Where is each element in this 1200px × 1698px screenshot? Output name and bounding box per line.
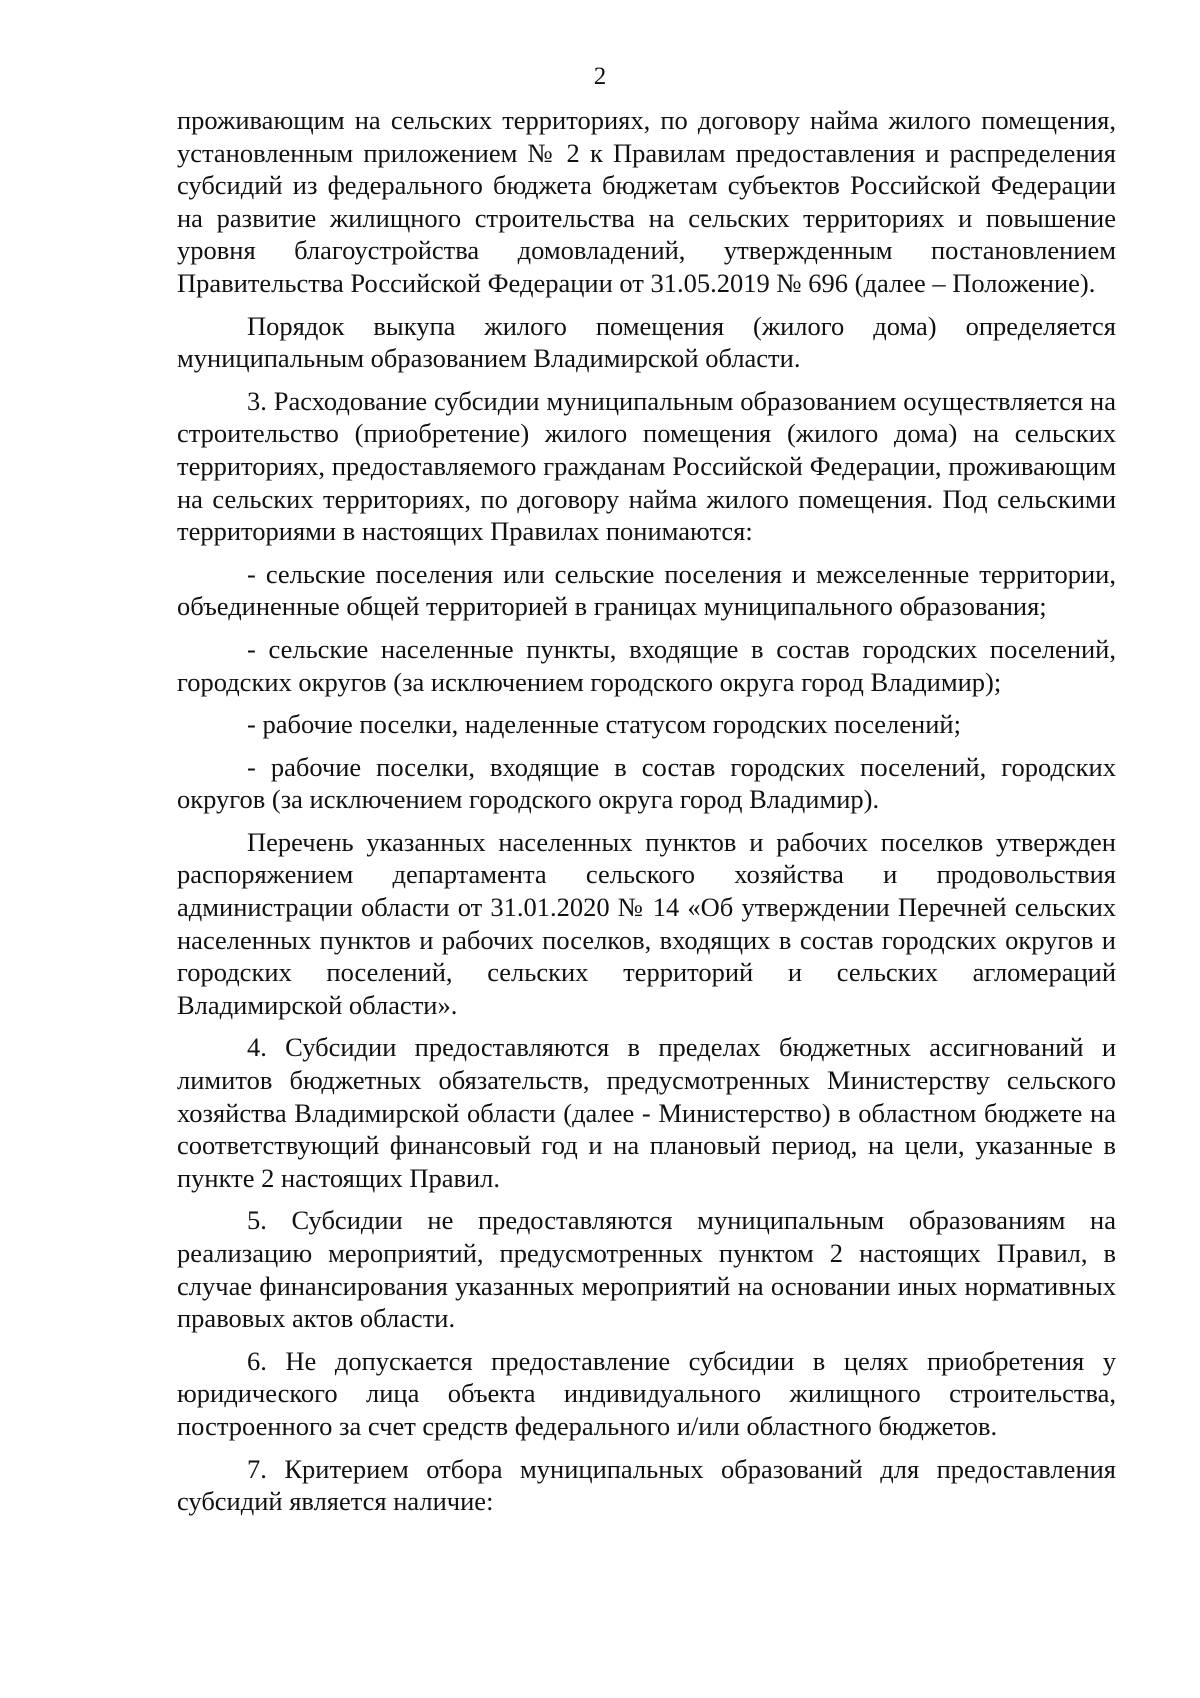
page-number: 2 — [593, 63, 607, 90]
paragraph-continuation: проживающим на сельских территориях, по договору найма жилого помещения, установленным приложением № 2 к Правилам предоставления и распределения субсидий из федерального бюджета бюджетам субъектов Российской Федерации на развитие жилищного строительства на сельских территориях и повышение уровня благоустройства домовладений, утвержденным постановлением Правительства Российской Федерации от 31.05.2019 № 696 (далее – Положение). — [177, 105, 1116, 298]
document-body — [177, 104, 1116, 1518]
paragraph-item-5: 5. Субсидии не предоставляются муниципальным образованиям на реализацию мероприятий, предусмотренных пунктом 2 настоящих Правил, в случае финансирования указанных мероприятий на основании иных нормативных правовых актов области. — [177, 1205, 1116, 1334]
list-item-rural-localities: - сельские населенные пункты, входящие в состав городских поселений, городских округов (за исключением городского округа город Владимир); — [177, 633, 1116, 697]
paragraph-list-approval: Перечень указанных населенных пунктов и рабочих поселков утвержден распоряжением департамента сельского хозяйства и продовольствия администрации области от 31.01.2020 № 14 «Об утверждении Перечней сельских населенных пунктов и рабочих поселков, входящих в состав городских округов и городских поселений, сельских территорий и сельских агломераций Владимирской области». — [177, 826, 1116, 1020]
paragraph-item-4: 4. Субсидии предоставляются в пределах бюджетных ассигнований и лимитов бюджетных обязательств, предусмотренных Министерству сельского хозяйства Владимирской области (далее - Министерство) в областном бюджете на соответствующий финансовый год и на плановый период, на цели, указанные в пункте 2 настоящих Правил. — [177, 1032, 1116, 1193]
list-item-rural-settlements: - сельские поселения или сельские поселения и межселенные территории, объединенные общей территорией в границах муниципального образования; — [177, 558, 1116, 622]
paragraph-item-7: 7. Критерием отбора муниципальных образований для предоставления субсидий является наличие: — [177, 1453, 1116, 1517]
list-item-workers-settlements-part: - рабочие поселки, входящие в состав городских поселений, городских округов (за исключением городского округа город Владимир). — [177, 751, 1116, 815]
paragraph-purchase-order: Порядок выкупа жилого помещения (жилого дома) определяется муниципальным образованием Владимирской области. — [177, 310, 1116, 374]
list-item-workers-settlements-status: - рабочие поселки, наделенные статусом городских поселений; — [247, 709, 961, 740]
paragraph-item-3: 3. Расходование субсидии муниципальным образованием осуществляется на строительство (приобретение) жилого помещения (жилого дома) на сельских территориях, предоставляемого гражданам Российской Федерации, проживающим на сельских территориях, по договору найма жилого помещения. Под сельскими территориями в настоящих Правилах понимаются: — [177, 385, 1116, 547]
paragraph-item-6: 6. Не допускается предоставление субсидии в целях приобретения у юридического лица объекта индивидуального жилищного строительства, построенного за счет средств федерального и/или областного бюджетов. — [177, 1345, 1116, 1441]
